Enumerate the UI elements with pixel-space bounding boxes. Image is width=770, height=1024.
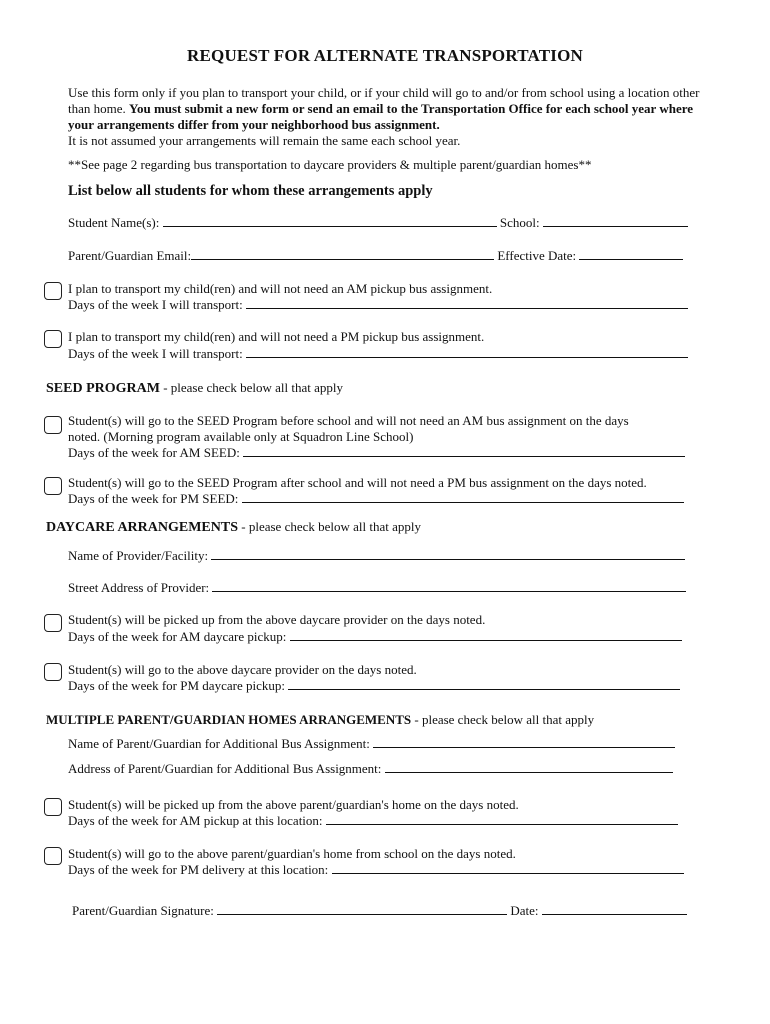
transport-pm-checkbox[interactable] [44, 330, 62, 348]
intro-paragraph [68, 85, 708, 149]
seed-am-text-1: Student(s) will go to the SEED Program before school and will not need an AM bus assignment on the days [68, 413, 629, 428]
seed-heading-note: - please check below all that apply [159, 380, 343, 395]
multi-am-days-row [68, 813, 678, 829]
transport-am-days-row [68, 297, 688, 313]
daycare-pm-text: Student(s) will go to the above daycare provider on the days noted. [68, 662, 417, 677]
daycare-address-field[interactable] [212, 580, 686, 592]
daycare-pm-checkbox[interactable] [44, 663, 62, 681]
effective-date-field[interactable] [579, 248, 683, 260]
transport-pm-days-row [68, 346, 688, 362]
school-field[interactable] [543, 215, 688, 227]
intro-note-text: It is not assumed your arrangements will remain the same each school year. [68, 133, 461, 148]
daycare-address-label: Street Address of Provider: [68, 580, 210, 595]
daycare-am-days-label: Days of the week for AM daycare pickup: [68, 629, 287, 644]
transport-am-text: I plan to transport my child(ren) and will not need an AM pickup bus assignment. [68, 281, 493, 296]
multi-pm-days-field[interactable] [332, 862, 684, 874]
student-names-label: Student Name(s): [68, 215, 160, 230]
signature-label: Parent/Guardian Signature: [72, 903, 214, 918]
seed-am-checkbox[interactable] [44, 416, 62, 434]
daycare-am-days-row [68, 629, 682, 645]
multi-address-row [68, 761, 673, 777]
signature-row [72, 903, 687, 919]
student-names-row [68, 215, 688, 231]
multi-am-checkbox[interactable] [44, 798, 62, 816]
transport-pm-text: I plan to transport my child(ren) and will not need a PM pickup bus assignment. [68, 329, 485, 344]
daycare-am-checkbox[interactable] [44, 614, 62, 632]
multi-name-row [68, 736, 675, 752]
daycare-provider-label: Name of Provider/Facility: [68, 548, 209, 563]
email-label: Parent/Guardian Email: [68, 248, 192, 263]
effective-date-label: Effective Date: [497, 248, 577, 263]
email-row [68, 248, 683, 264]
multi-heading-row [46, 712, 594, 728]
multi-pm-checkbox[interactable] [44, 847, 62, 865]
daycare-am-days-field[interactable] [290, 629, 682, 641]
seed-pm-days-field[interactable] [242, 491, 684, 503]
multi-heading-note: - please check below all that apply [411, 712, 595, 727]
seed-pm-text: Student(s) will go to the SEED Program after school and will not need a PM bus assignment on the days noted. [68, 475, 647, 490]
seed-heading: SEED PROGRAM [46, 381, 160, 396]
students-heading: List below all students for whom these arrangements apply [68, 183, 433, 199]
page2-note: **See page 2 regarding bus transportation to daycare providers & multiple parent/guardian homes** [68, 157, 592, 172]
daycare-heading: DAYCARE ARRANGEMENTS [46, 520, 239, 535]
school-label: School: [499, 215, 540, 230]
transport-am-days-label: Days of the week I will transport: [68, 297, 243, 312]
seed-pm-days-label: Days of the week for PM SEED: [68, 491, 239, 506]
multi-heading: MULTIPLE PARENT/GUARDIAN HOMES ARRANGEMENTS [46, 712, 412, 727]
multi-address-field[interactable] [385, 761, 673, 773]
seed-pm-checkbox[interactable] [44, 477, 62, 495]
intro-text: Use this form only if you plan to transport your child, or if your child will go to and/or from school using a location other than home. [68, 85, 700, 116]
seed-am-text-2: noted. (Morning program available only at Squadron Line School) [68, 429, 414, 444]
multi-am-days-field[interactable] [326, 813, 678, 825]
daycare-pm-days-label: Days of the week for PM daycare pickup: [68, 678, 285, 693]
multi-pm-days-row [68, 862, 684, 878]
daycare-heading-row [46, 519, 421, 536]
seed-am-days-label: Days of the week for AM SEED: [68, 445, 240, 460]
transport-pm-days-label: Days of the week I will transport: [68, 346, 243, 361]
email-field[interactable] [191, 248, 494, 260]
seed-am-days-field[interactable] [243, 445, 685, 457]
daycare-provider-row [68, 548, 685, 564]
multi-pm-text: Student(s) will go to the above parent/guardian's home from school on the days noted. [68, 846, 516, 861]
transport-am-checkbox[interactable] [44, 282, 62, 300]
multi-am-text: Student(s) will be picked up from the above parent/guardian's home on the days noted. [68, 797, 519, 812]
daycare-pm-days-field[interactable] [288, 678, 680, 690]
signature-field[interactable] [217, 903, 507, 915]
seed-pm-days-row [68, 491, 684, 507]
date-label: Date: [510, 903, 539, 918]
intro-bold-text: You must submit a new form or send an email to the Transportation Office for each school year where your arrangements differ from your neighborhood bus assignment. [68, 101, 694, 132]
form-title: REQUEST FOR ALTERNATE TRANSPORTATION [187, 46, 583, 65]
daycare-pm-days-row [68, 678, 680, 694]
daycare-heading-note: - please check below all that apply [238, 519, 422, 534]
multi-name-field[interactable] [373, 736, 675, 748]
multi-address-label: Address of Parent/Guardian for Additional Bus Assignment: [68, 761, 382, 776]
daycare-provider-field[interactable] [211, 548, 685, 560]
transport-pm-days-field[interactable] [246, 346, 688, 358]
multi-am-days-label: Days of the week for AM pickup at this location: [68, 813, 323, 828]
seed-am-days-row [68, 445, 685, 461]
daycare-address-row [68, 580, 686, 596]
date-field[interactable] [542, 903, 687, 915]
seed-heading-row [46, 380, 343, 397]
daycare-am-text: Student(s) will be picked up from the above daycare provider on the days noted. [68, 612, 486, 627]
student-names-field[interactable] [163, 215, 497, 227]
multi-pm-days-label: Days of the week for PM delivery at this location: [68, 862, 329, 877]
multi-name-label: Name of Parent/Guardian for Additional Bus Assignment: [68, 736, 370, 751]
transport-am-days-field[interactable] [246, 297, 688, 309]
